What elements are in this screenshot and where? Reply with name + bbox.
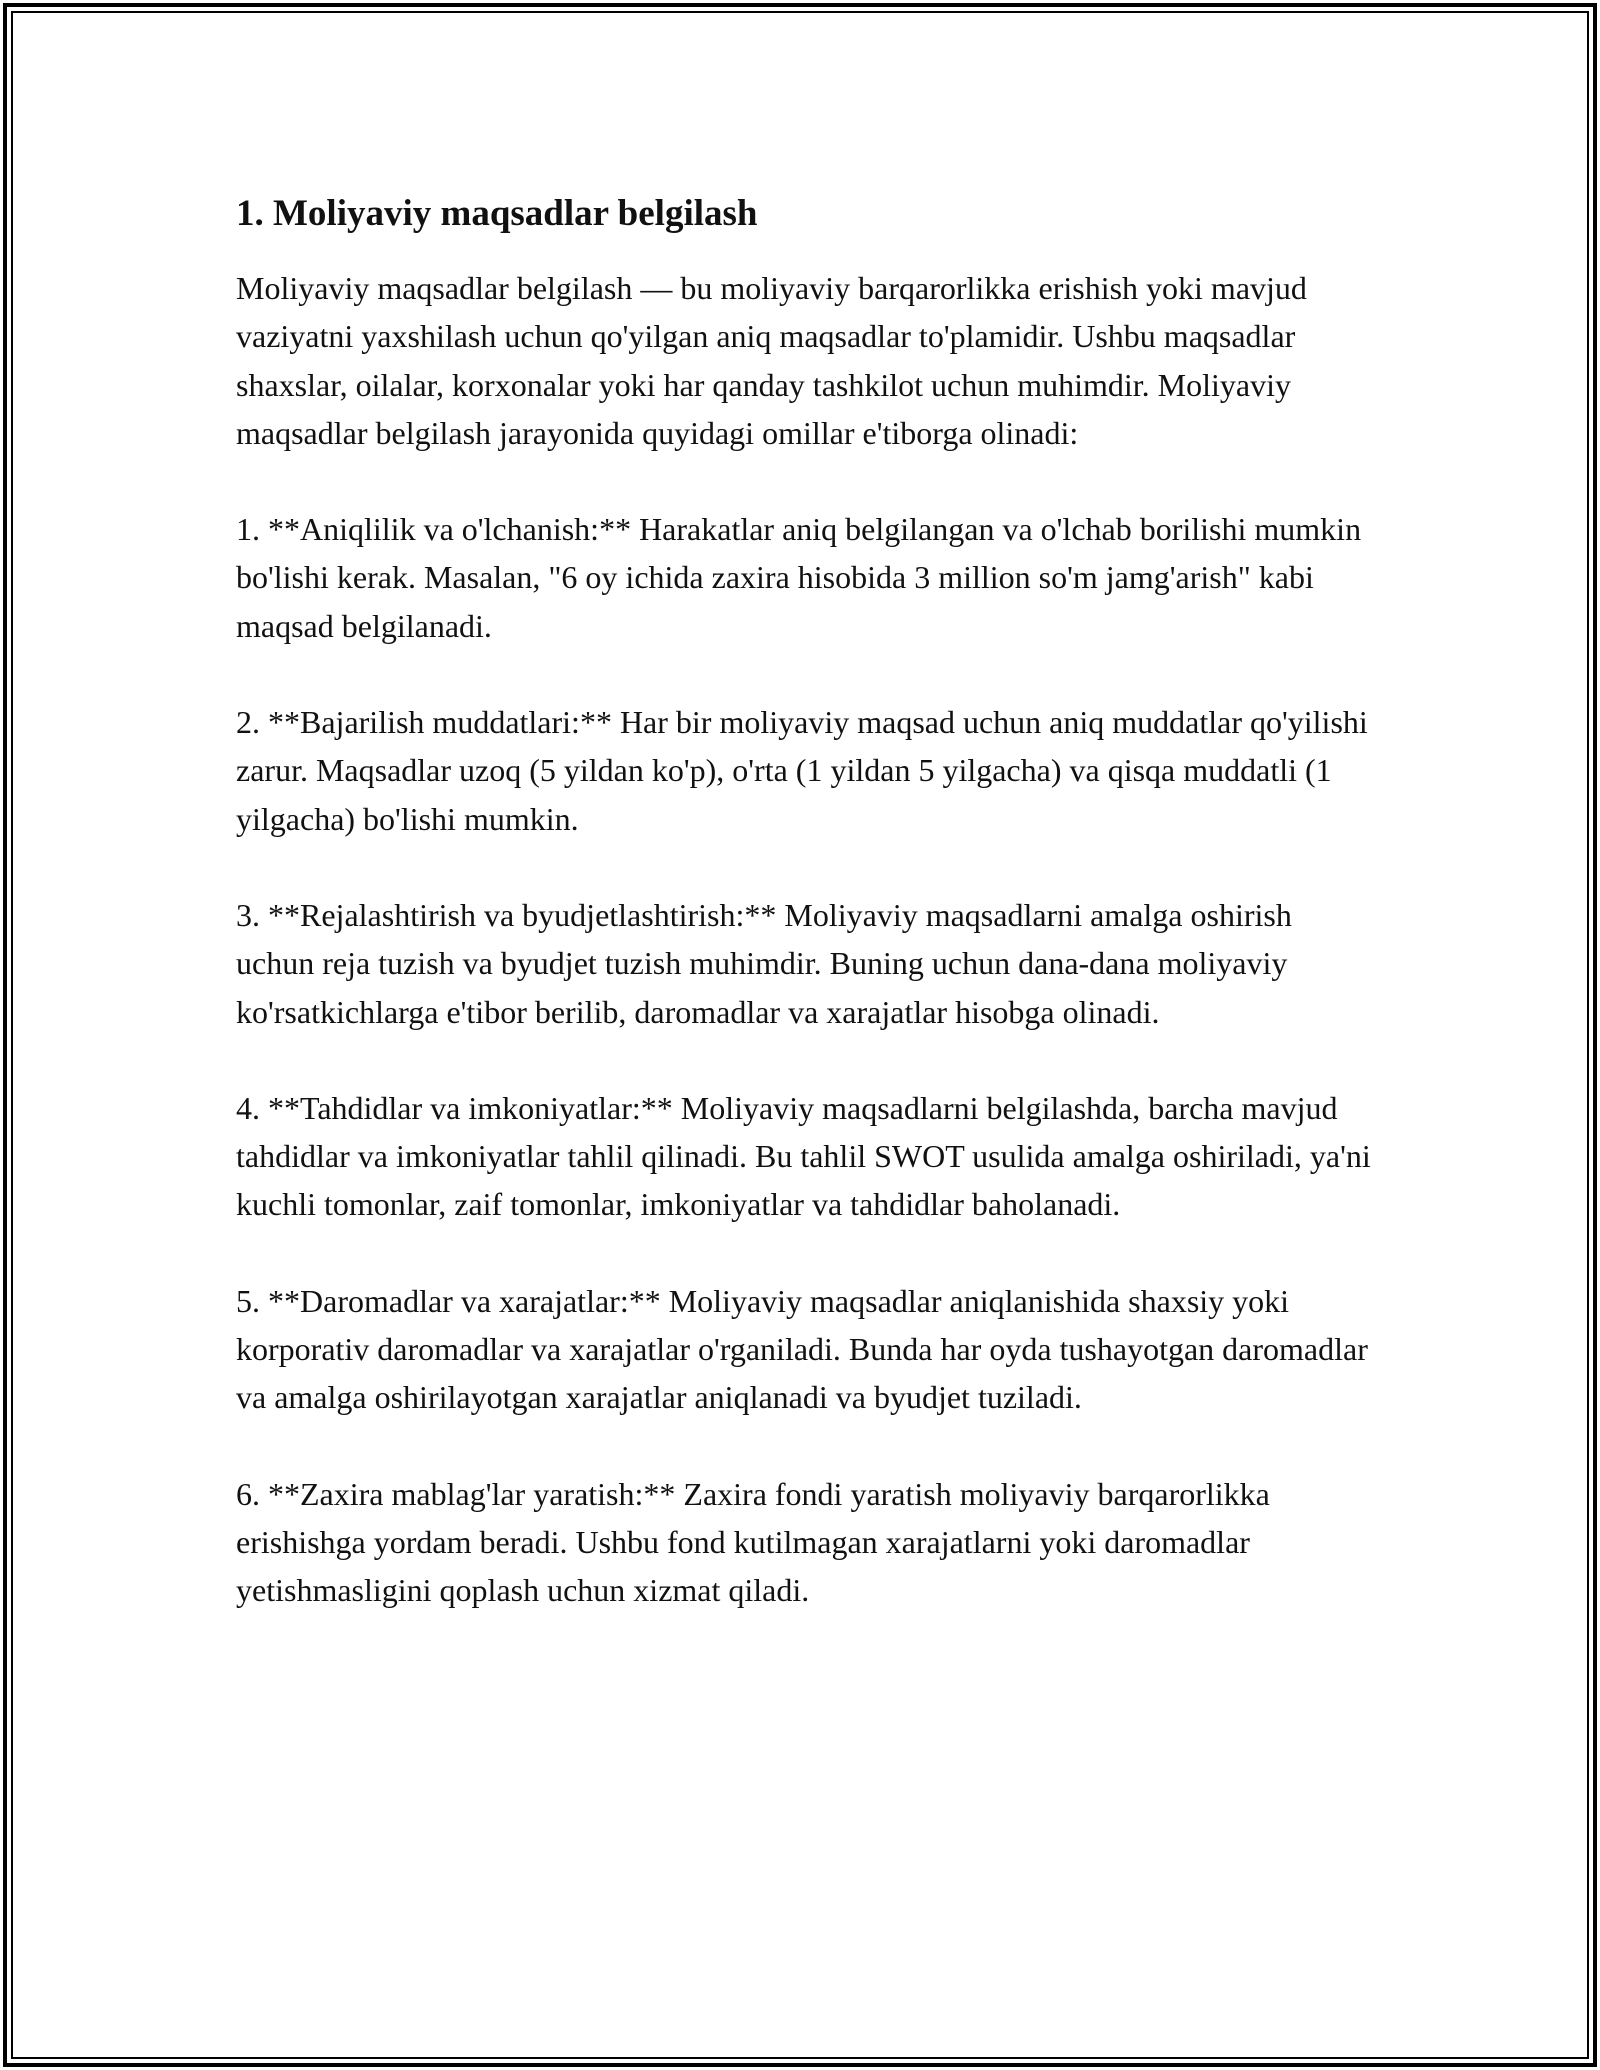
list-item-4: 4. **Tahdidlar va imkoniyatlar:** Moliyaviy maqsadlarni belgilashda, barcha mavjud tahdidlar va imkoniyatlar tahlil qilinadi. Bu tahlil SWOT usulida amalga oshiriladi, ya'ni kuchli tomonlar, zaif tomonlar, imkoniyatlar va tahdidlar baholanadi. bbox=[236, 1089, 1371, 1223]
list-item-2: 2. **Bajarilish muddatlari:** Har bir moliyaviy maqsad uchun aniq muddatlar qo'yilishi zarur. Maqsadlar uzoq (5 yildan ko'p), o'rta (1 yildan 5 yilgacha) va qisqa muddatli (1 yilgacha) bo'lishi mumkin. bbox=[236, 704, 1368, 837]
list-item-5: 5. **Daromadlar va xarajatlar:** Moliyaviy maqsadlar aniqlanishida shaxsiy yoki korporativ daromadlar va xarajatlar o'rganiladi. Bunda har oyda tushayotgan daromadlar va amalga oshirilayotgan xarajatlar aniqlanadi va byudjet tuziladi. bbox=[236, 1282, 1368, 1416]
list-item-6: 6. **Zaxira mablag'lar yaratish:** Zaxira fondi yaratish moliyaviy barqarorlikka erishishga yordam beradi. Ushbu fond kutilmagan xarajatlarni yoki daromadlar yetishmasligini qoplash uchun xizmat qiladi. bbox=[236, 1475, 1270, 1609]
list-item-1: 1. **Aniqlilik va o'lchanish:** Harakatlar aniq belgilangan va o'lchab borilishi mumkin bo'lishi kerak. Masalan, "6 oy ichida zaxira hisobida 3 million so'm jamg'arish" kabi maqsad belgilanadi. bbox=[236, 511, 1362, 644]
intro-paragraph: Moliyaviy maqsadlar belgilash — bu moliyaviy barqarorlikka erishish yoki mavjud vaziyatni yaxshilash uchun qo'yilgan aniq maqsadlar to'plamidir. Ushbu maqsadlar shaxslar, oilalar, korxonalar yoki har qanday tashkilot uchun muhimdir. Moliyaviy maqsadlar belgilash jarayonida quyidagi omillar e'tiborga olinadi: bbox=[236, 270, 1307, 451]
section-heading: 1. Moliyaviy maqsadlar belgilash bbox=[236, 193, 758, 234]
document-body bbox=[236, 186, 1376, 1663]
list-item-3: 3. **Rejalashtirish va byudjetlashtirish:** Moliyaviy maqsadlarni amalga oshirish uchun reja tuzish va byudjet tuzish muhimdir. Buning uchun dana-dana moliyaviy ko'rsatkichlarga e'tibor berilib, daromadlar va xarajatlar hisobga olinadi. bbox=[236, 896, 1292, 1030]
